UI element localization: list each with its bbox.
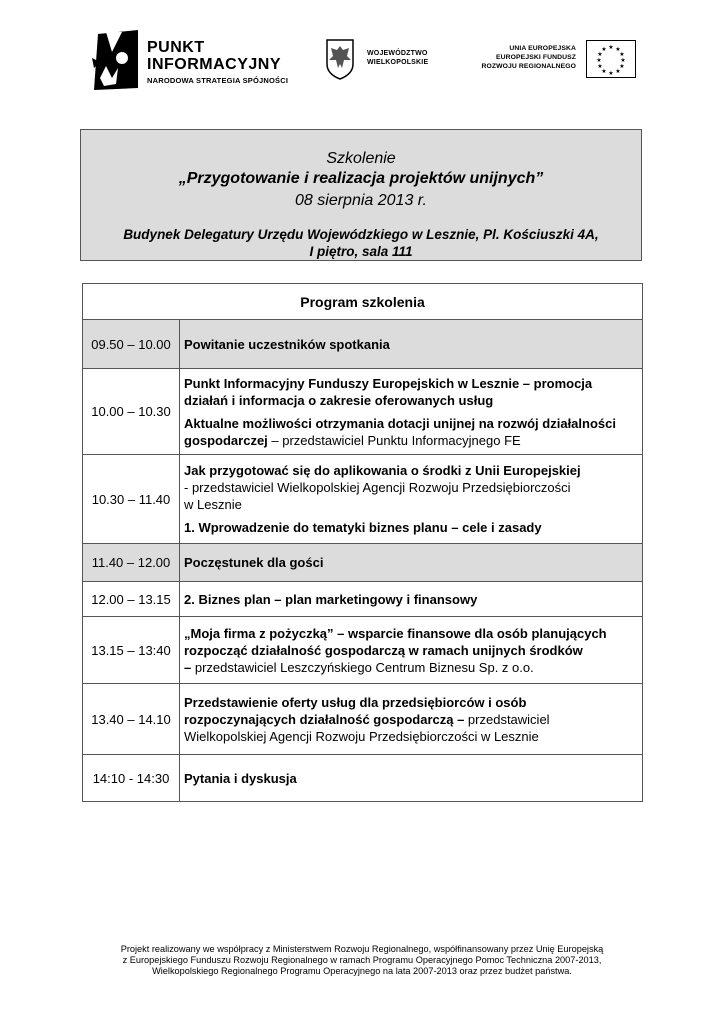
time-cell: 10.00 – 10.30 <box>83 369 180 455</box>
table-row <box>83 544 643 582</box>
desc-line: Jak przygotować się do aplikowania o środki z Unii Europejskiej <box>184 463 581 478</box>
desc-bold: rozpoczynających działalność gospodarczą – <box>184 711 465 727</box>
desc-cell <box>180 684 643 755</box>
desc-line: rozpocząć działalność gospodarczą w ramach unijnych środków <box>184 642 583 658</box>
table-row <box>83 369 643 455</box>
pi-line1: PUNKT <box>147 39 205 56</box>
title-location2: I piętro, sala 111 <box>309 244 413 259</box>
svg-text:★: ★ <box>619 64 625 70</box>
table-row <box>83 455 643 544</box>
desc-bold: gospodarczej <box>184 432 268 448</box>
eu-flag-icon <box>586 40 636 78</box>
time-cell: 11.40 – 12.00 <box>83 544 180 582</box>
svg-text:★: ★ <box>619 52 625 58</box>
svg-text:★: ★ <box>601 47 607 53</box>
table-row <box>83 582 643 617</box>
desc-line <box>184 659 638 676</box>
time-cell: 09.50 – 10.00 <box>83 320 180 369</box>
ue-line3: ROZWOJU REGIONALNEGO <box>481 63 576 70</box>
desc-cell: 2. Biznes plan – plan marketingowy i finansowy <box>180 582 643 617</box>
pi-line3: NARODOWA STRATEGIA SPÓJNOŚCI <box>147 76 289 85</box>
eagle-crest-icon <box>325 38 355 80</box>
desc-cell <box>180 369 643 455</box>
program-heading-row <box>83 284 643 320</box>
desc-line: Wielkopolskiej Agencji Rozwoju Przedsiębiorczości w Lesznie <box>184 728 539 744</box>
wlkp-line2: WIELKOPOLSKIE <box>367 59 429 66</box>
unia-europejska-logo <box>466 40 638 82</box>
svg-text:★: ★ <box>597 52 603 58</box>
table-row <box>83 320 643 369</box>
table-row <box>83 755 643 802</box>
footer-line3: Wielkopolskiego Regionalnego Programu Operacyjnego na lata 2007-2013 oraz przez budżet państwa. <box>152 966 572 976</box>
svg-text:★: ★ <box>615 47 621 53</box>
time-cell: 13.15 – 13:40 <box>83 617 180 684</box>
desc-line: 1. Wprowadzenie do tematyki biznes planu – cele i zasady <box>184 520 542 535</box>
footer-line1: Projekt realizowany we współpracy z Ministerstwem Rozwoju Regionalnego, współfinansowany przez Unię Europejską <box>120 944 604 954</box>
desc-line: w Lesznie <box>184 497 242 512</box>
desc-line <box>184 711 638 728</box>
svg-text:★: ★ <box>620 58 626 64</box>
svg-text:★: ★ <box>608 71 614 77</box>
svg-text:★: ★ <box>596 58 602 64</box>
svg-text:★: ★ <box>601 69 607 75</box>
desc-line: Aktualne możliwości otrzymania dotacji unijnej na rozwój działalności <box>184 415 616 431</box>
program-heading: Program szkolenia <box>83 284 643 320</box>
desc-text: przedstawiciel <box>464 711 550 727</box>
desc-cell <box>180 617 643 684</box>
desc-line: działań i informacja o zakresie oferowanych usług <box>184 392 494 408</box>
title-line1: Szkolenie <box>326 150 396 167</box>
title-date: 08 sierpnia 2013 r. <box>295 192 427 209</box>
desc-line <box>184 432 638 449</box>
wlkp-line1: WOJEWÓDZTWO <box>367 50 428 57</box>
time-cell: 12.00 – 13.15 <box>83 582 180 617</box>
table-row <box>83 684 643 755</box>
desc-bold: – <box>184 659 192 675</box>
time-cell: 10.30 – 11.40 <box>83 455 180 544</box>
desc-cell: Poczęstunek dla gości <box>180 544 643 582</box>
header-logos <box>0 0 724 110</box>
svg-text:★: ★ <box>608 45 614 51</box>
desc-line: „Moja firma z pożyczką” – wsparcie finansowe dla osób planujących <box>184 625 607 641</box>
ue-line1: UNIA EUROPEJSKA <box>509 45 576 52</box>
time-cell: 13.40 – 14.10 <box>83 684 180 755</box>
punkt-informacyjny-mark-icon <box>92 28 142 92</box>
desc-line: - przedstawiciel Wielkopolskiej Agencji Rozwoju Przedsiębiorczości <box>184 480 571 495</box>
desc-text: przedstawiciel Leszczyńskiego Centrum Biznesu Sp. z o.o. <box>191 659 534 675</box>
footer-line2: z Europejskiego Funduszu Rozwoju Regionalnego w ramach Programu Operacyjnego Pomoc Techniczna 2007-2013, <box>122 955 602 965</box>
punkt-informacyjny-logo <box>92 28 302 94</box>
desc-cell <box>180 455 643 544</box>
desc-line: Przedstawienie oferty usług dla przedsiębiorców i osób <box>184 694 527 710</box>
desc-cell: Powitanie uczestników spotkania <box>180 320 643 369</box>
desc-line: Punkt Informacyjny Funduszy Europejskich w Lesznie – promocja <box>184 375 593 391</box>
svg-text:★: ★ <box>615 69 621 75</box>
desc-cell: Pytania i dyskusja <box>180 755 643 802</box>
title-location1: Budynek Delegatury Urzędu Wojewódzkiego w Lesznie, Pl. Kościuszki 4A, <box>123 227 599 242</box>
pi-line2: INFORMACYJNY <box>147 56 282 73</box>
ue-line2: EUROPEJSKI FUNDUSZ <box>496 54 576 61</box>
program-table <box>82 283 643 802</box>
title-line2: „Przygotowanie i realizacja projektów unijnych” <box>178 170 544 187</box>
footer <box>0 944 724 977</box>
desc-text: – przedstawiciel Punktu Informacyjnego FE <box>267 432 521 448</box>
table-row <box>83 617 643 684</box>
time-cell: 14:10 - 14:30 <box>83 755 180 802</box>
ue-text <box>481 44 576 71</box>
svg-text:★: ★ <box>597 64 603 70</box>
wielkopolskie-logo <box>325 38 445 82</box>
title-box <box>80 129 642 261</box>
